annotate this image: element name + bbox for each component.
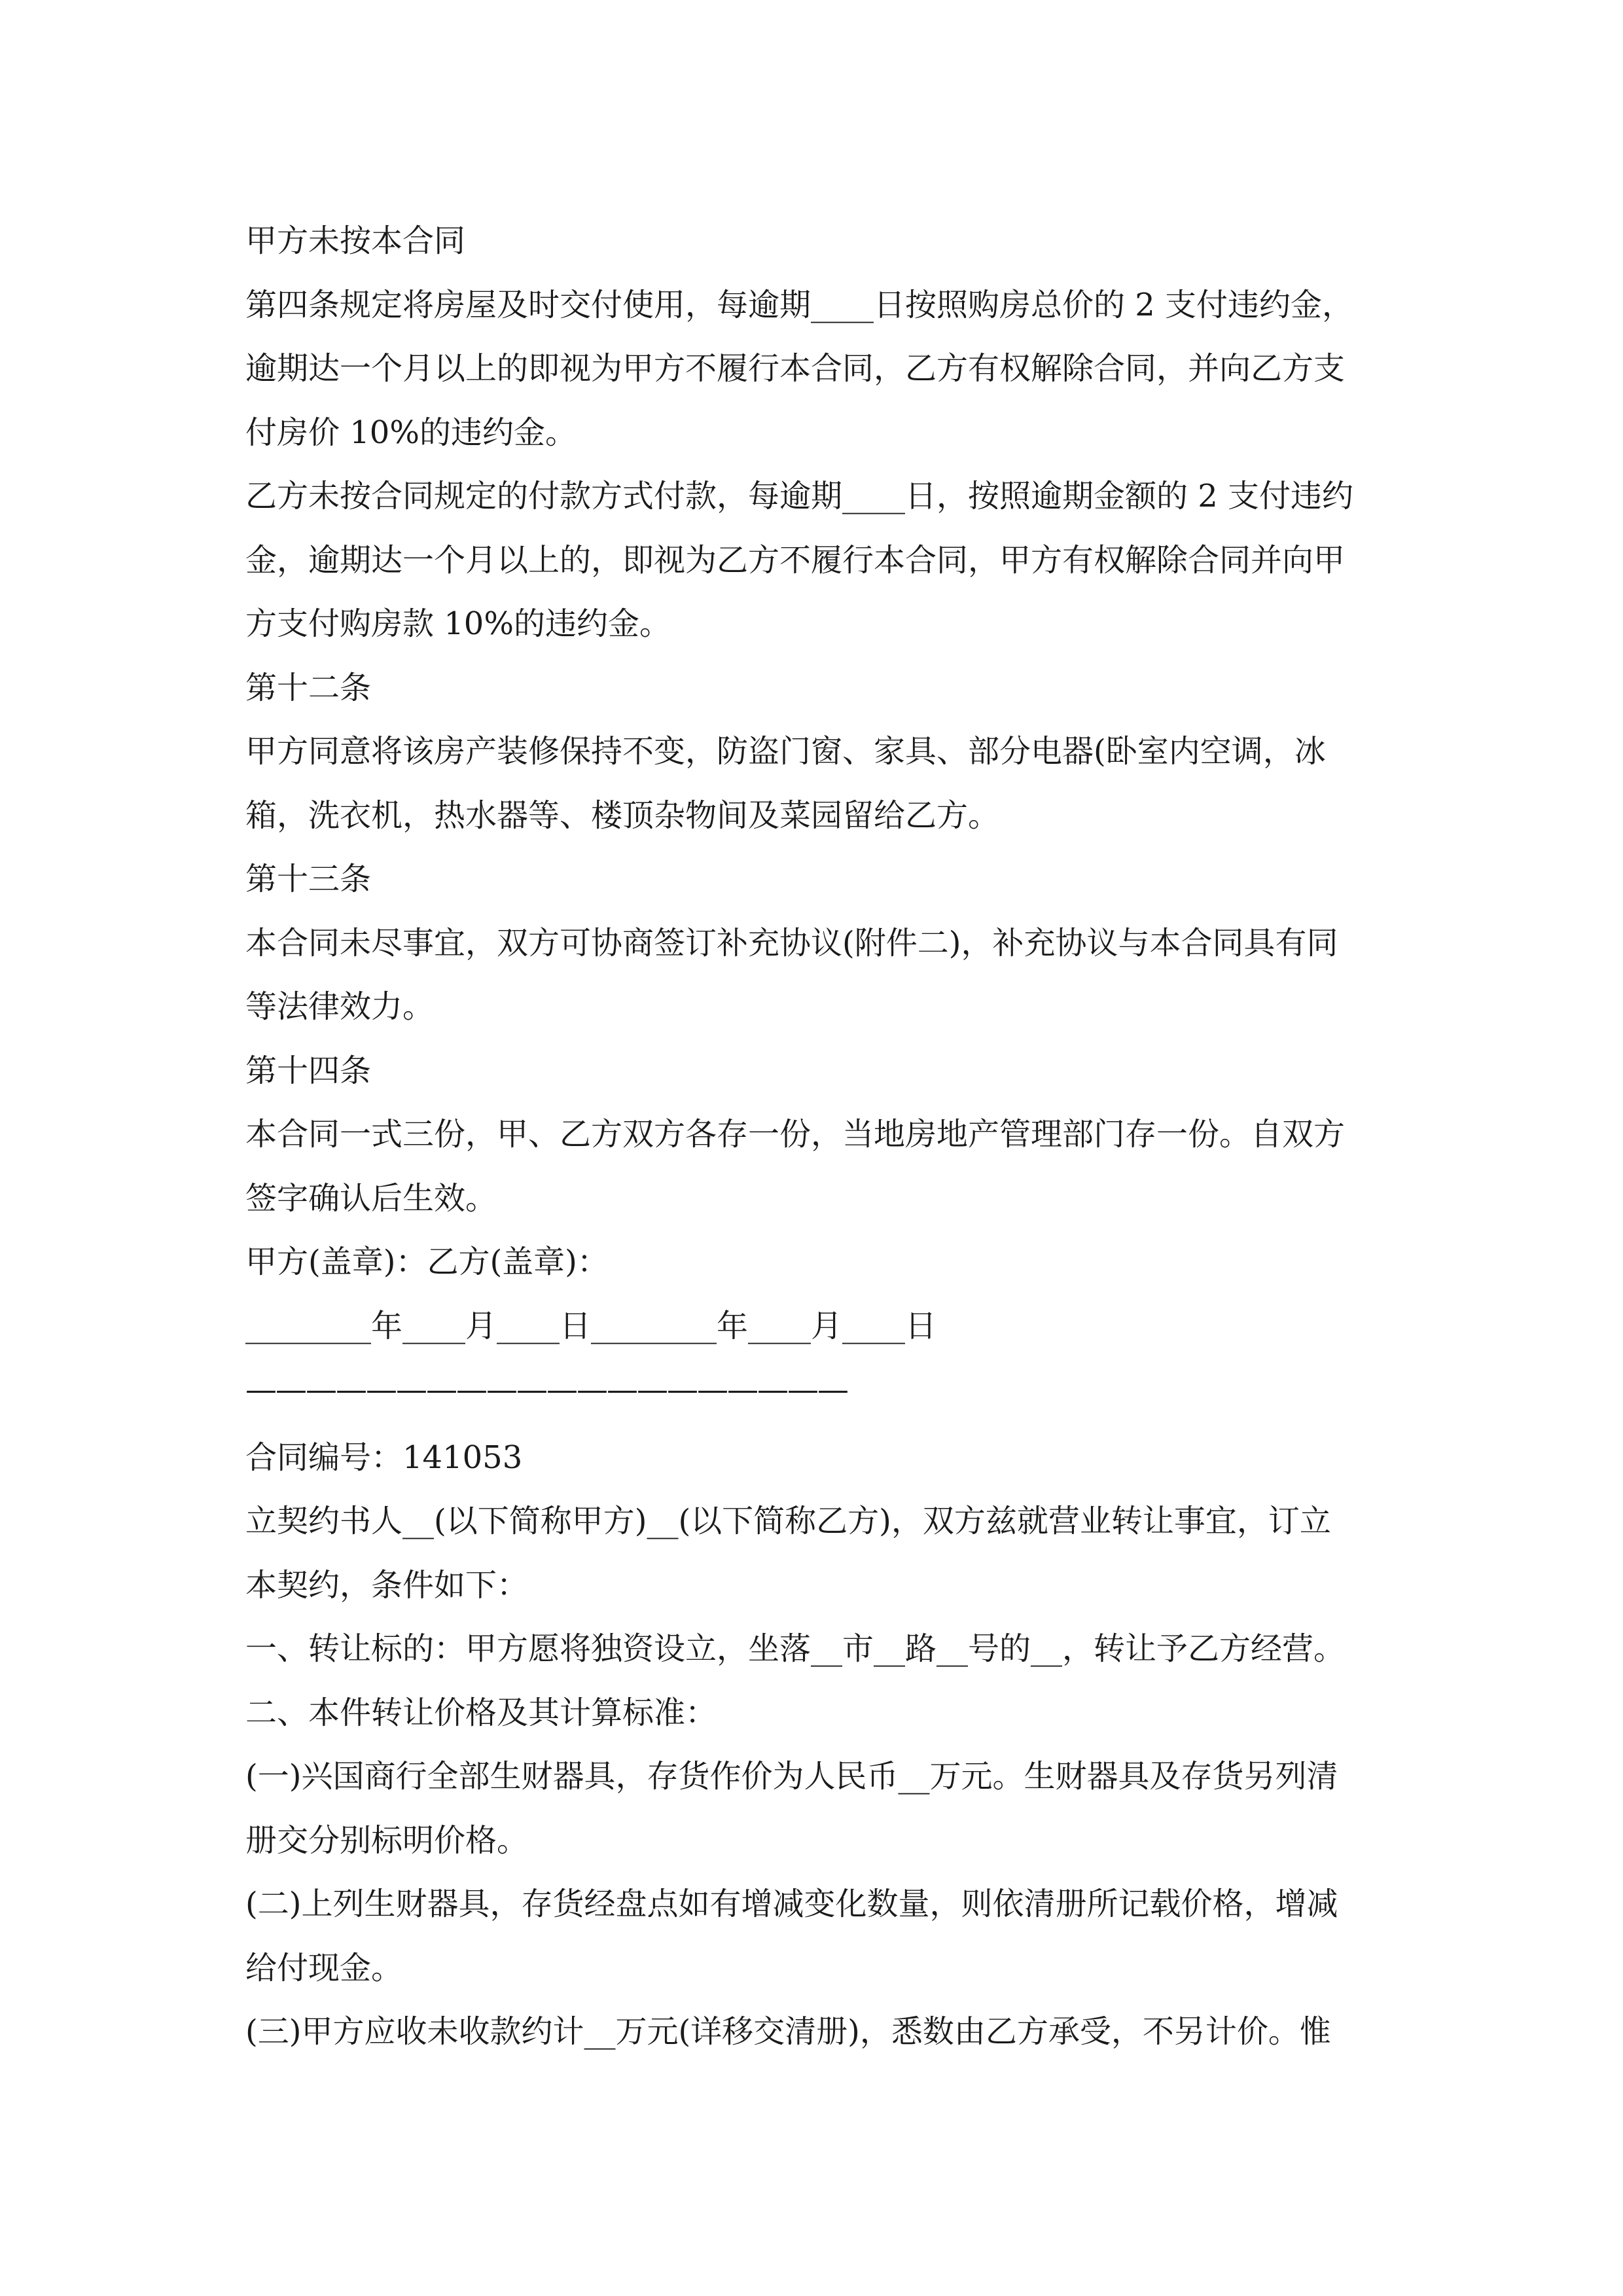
text-line: 本合同未尽事宜，双方可协商签订补充协议(附件二)，补充协议与本合同具有同 xyxy=(245,924,1338,961)
text-line: 一、转让标的：甲方愿将独资设立，坐落__市__路__号的__，转让予乙方经营。 xyxy=(245,1630,1346,1667)
date-blanks: ________年____月____日________年____月____日 xyxy=(245,1307,937,1344)
text-line: 甲方未按本合同 xyxy=(245,223,466,259)
text-line: 逾期达一个月以上的即视为甲方不履行本合同，乙方有权解除合同，并向乙方支 xyxy=(245,350,1346,387)
text-line: (二)上列生财器具，存货经盘点如有增减变化数量，则依清册所记载价格，增减 xyxy=(245,1886,1338,1922)
text-line: 本合同一式三份，甲、乙方双方各存一份，当地房地产管理部门存一份。自双方 xyxy=(245,1116,1346,1153)
text-line: 立契约书人__(以下简称甲方)__(以下简称乙方)，双方兹就营业转让事宜，订立 xyxy=(245,1503,1331,1539)
text-line: 方支付购房款 10%的违约金。 xyxy=(245,605,671,642)
text-line: 二、本件转让价格及其计算标准： xyxy=(245,1694,717,1731)
signature-labels: 甲方(盖章)：乙方(盖章)： xyxy=(245,1244,609,1280)
separator-line: ———————————————————— xyxy=(245,1371,847,1408)
text-line: 册交分别标明价格。 xyxy=(245,1821,529,1859)
contract-number: 合同编号：141053 xyxy=(245,1439,523,1476)
text-line: (一)兴国商行全部生财器具，存货作价为人民币__万元。生财器具及存货另列清 xyxy=(245,1758,1338,1795)
text-line: 本契约，条件如下： xyxy=(245,1566,529,1604)
text-line: 甲方同意将该房产装修保持不变，防盗门窗、家具、部分电器(卧室内空调，冰 xyxy=(245,733,1326,770)
text-line: 金，逾期达一个月以上的，即视为乙方不履行本合同，甲方有权解除合同并向甲 xyxy=(245,541,1346,579)
text-line: 等法律效力。 xyxy=(245,988,435,1025)
text-line: (三)甲方应收未收款约计__万元(详移交清册)，悉数由乙方承受，不另计价。惟 xyxy=(245,2013,1331,2050)
document-body xyxy=(245,209,1397,2064)
text-line: 签字确认后生效。 xyxy=(245,1179,497,1217)
article-heading: 第十四条 xyxy=(245,1052,372,1089)
text-line: 付房价 10%的违约金。 xyxy=(245,414,577,451)
text-line: 给付现金。 xyxy=(245,1949,403,1986)
article-heading: 第十三条 xyxy=(245,861,372,897)
text-line: 第四条规定将房屋及时交付使用，每逾期____日按照购房总价的 2 支付违约金， xyxy=(245,286,1354,323)
article-heading: 第十二条 xyxy=(245,669,372,706)
text-line: 箱，洗衣机，热水器等、楼顶杂物间及菜园留给乙方。 xyxy=(245,797,1000,834)
text-line: 乙方未按合同规定的付款方式付款，每逾期____日，按照逾期金额的 2 支付违约 xyxy=(245,478,1354,514)
